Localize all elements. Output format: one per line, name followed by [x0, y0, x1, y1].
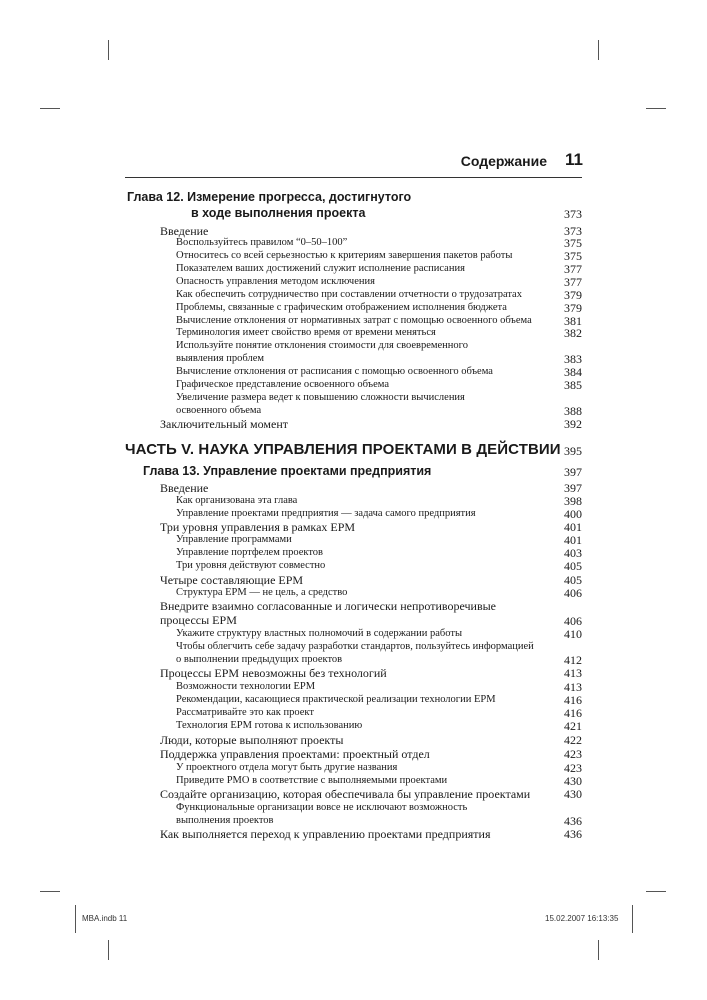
toc-entry[interactable]: Люди, которые выполняют проекты	[160, 733, 344, 747]
page-number: 377	[564, 275, 582, 289]
page-number: 403	[564, 546, 582, 560]
page-number: 385	[564, 378, 582, 392]
running-header-title: Содержание	[460, 153, 547, 169]
page-number: 405	[564, 559, 582, 573]
toc-subentry[interactable]: Укажите структуру властных полномочий в содержании работы	[176, 628, 463, 639]
page-number: 413	[564, 680, 582, 694]
page-number: 436	[564, 814, 582, 828]
page-number: 397	[564, 481, 582, 495]
page-number: 436	[564, 827, 582, 841]
footer-file: MBA.indb 11	[82, 914, 128, 923]
page-number: 383	[564, 352, 582, 366]
page-number: 406	[564, 614, 582, 628]
toc-subentry[interactable]: Управление проектами предприятия — задача самого предприятия	[176, 508, 476, 519]
toc-entry[interactable]: Поддержка управления проектами: проектный отдел	[160, 747, 430, 761]
page-number: 401	[564, 533, 582, 547]
toc-subentry[interactable]: Как организована эта глава	[176, 495, 298, 506]
toc-subentry[interactable]: Относитесь со всей серьезностью к критериям завершения пакетов работы	[176, 250, 513, 261]
toc-subentry[interactable]: Показателем ваших достижений служит исполнение расписания	[176, 263, 465, 274]
chapter-title[interactable]: в ходе выполнения проекта	[191, 206, 366, 220]
toc-entry[interactable]: Введение	[160, 481, 209, 495]
toc-entry[interactable]: процессы EPM	[160, 613, 237, 627]
chapter-title[interactable]: Глава 12. Измерение прогресса, достигнутого	[127, 190, 412, 204]
toc-entry[interactable]: Внедрите взаимно согласованные и логически непротиворечивые	[160, 599, 496, 613]
page-number: 379	[564, 288, 582, 302]
toc-subentry[interactable]: Как обеспечить сотрудничество при составлении отчетности о трудозатратах	[176, 289, 522, 300]
toc-subentry[interactable]: Чтобы облегчить себе задачу разработки стандартов, пользуйтесь информацией	[176, 641, 534, 652]
toc-entry[interactable]: Заключительный момент	[160, 417, 289, 431]
toc-entry[interactable]: Процессы EPM невозможны без технологий	[160, 666, 387, 680]
toc-subentry[interactable]: Опасность управления методом исключения	[176, 276, 375, 287]
part-title[interactable]: ЧАСТЬ V. НАУКА УПРАВЛЕНИЯ ПРОЕКТАМИ В ДЕЙСТВИИ	[125, 441, 561, 458]
page-number: 401	[564, 520, 582, 534]
page-number: 406	[564, 586, 582, 600]
page-number: 413	[564, 666, 582, 680]
page-number: 416	[564, 693, 582, 707]
page-number: 375	[564, 249, 582, 263]
toc-subentry[interactable]: У проектного отдела могут быть другие названия	[176, 762, 398, 773]
toc-entry[interactable]: Четыре составляющие EPM	[160, 573, 304, 587]
page-number: 397	[564, 465, 582, 479]
toc-subentry[interactable]: Функциональные организации вовсе не исключают возможность	[176, 802, 468, 813]
toc-subentry[interactable]: Структура EPM — не цель, а средство	[176, 587, 348, 598]
page-number: 395	[564, 444, 582, 458]
toc-subentry[interactable]: Графическое представление освоенного объема	[176, 379, 390, 390]
toc-subentry[interactable]: Увеличение размера ведет к повышению сложности вычисления	[176, 392, 465, 403]
toc-subentry[interactable]: Используйте понятие отклонения стоимости для своевременного	[176, 340, 468, 351]
toc-subentry[interactable]: выявления проблем	[176, 353, 264, 364]
running-header-page: 11	[565, 150, 583, 169]
toc-subentry[interactable]: Рассматривайте это как проект	[176, 707, 314, 718]
toc-subentry[interactable]: Технология EPM готова к использованию	[176, 720, 363, 731]
page-number: 423	[564, 747, 582, 761]
chapter-title[interactable]: Глава 13. Управление проектами предприятия	[143, 464, 432, 478]
footer-datetime: 15.02.2007 16:13:35	[545, 914, 619, 923]
page-number: 377	[564, 262, 582, 276]
toc-subentry[interactable]: Приведите PMO в соответствие с выполняемыми проектами	[176, 775, 448, 786]
toc-subentry[interactable]: Воспользуйтесь правилом “0–50–100”	[176, 237, 348, 248]
page-number: 382	[564, 326, 582, 340]
page-number: 430	[564, 787, 582, 801]
toc-subentry[interactable]: Управление портфелем проектов	[176, 547, 324, 558]
toc-entry[interactable]: Введение	[160, 224, 209, 238]
page-number: 392	[564, 417, 582, 431]
toc-entry[interactable]: Как выполняется переход к управлению проектами предприятия	[160, 827, 491, 841]
toc-subentry[interactable]: Три уровня действуют совместно	[176, 560, 326, 571]
page-number: 398	[564, 494, 582, 508]
toc-entry[interactable]: Создайте организацию, которая обеспечивала бы управление проектами	[160, 787, 531, 801]
page-number: 384	[564, 365, 582, 379]
toc-subentry[interactable]: выполнения проектов	[176, 815, 274, 826]
toc-entry[interactable]: Три уровня управления в рамках EPM	[160, 520, 356, 534]
toc-subentry[interactable]: Управление программами	[176, 534, 292, 545]
toc-subentry[interactable]: освоенного объема	[176, 405, 262, 416]
page-number: 373	[564, 224, 582, 238]
page-number: 388	[564, 404, 582, 418]
toc-subentry[interactable]: Вычисление отклонения от расписания с помощью освоенного объема	[176, 366, 493, 377]
page-number: 416	[564, 706, 582, 720]
page-number: 423	[564, 761, 582, 775]
page-number: 381	[564, 314, 582, 328]
page-number: 405	[564, 573, 582, 587]
page-number: 412	[564, 653, 582, 667]
toc-subentry[interactable]: Вычисление отклонения от нормативных затрат с помощью освоенного объема	[176, 315, 532, 326]
toc-subentry[interactable]: Проблемы, связанные с графическим отображением исполнения бюджета	[176, 302, 507, 313]
page-number: 421	[564, 719, 582, 733]
page-number: 379	[564, 301, 582, 315]
page-number: 422	[564, 733, 582, 747]
page-number: 375	[564, 236, 582, 250]
page-number: 410	[564, 627, 582, 641]
page-number: 373	[564, 207, 582, 221]
page-number: 400	[564, 507, 582, 521]
page-number: 430	[564, 774, 582, 788]
toc-subentry[interactable]: о выполнении предыдущих проектов	[176, 654, 343, 665]
toc-subentry[interactable]: Терминология имеет свойство время от времени меняться	[176, 327, 436, 338]
toc-subentry[interactable]: Возможности технологии EPM	[176, 681, 316, 692]
toc-subentry[interactable]: Рекомендации, касающиеся практической реализации технологии EPM	[176, 694, 496, 705]
